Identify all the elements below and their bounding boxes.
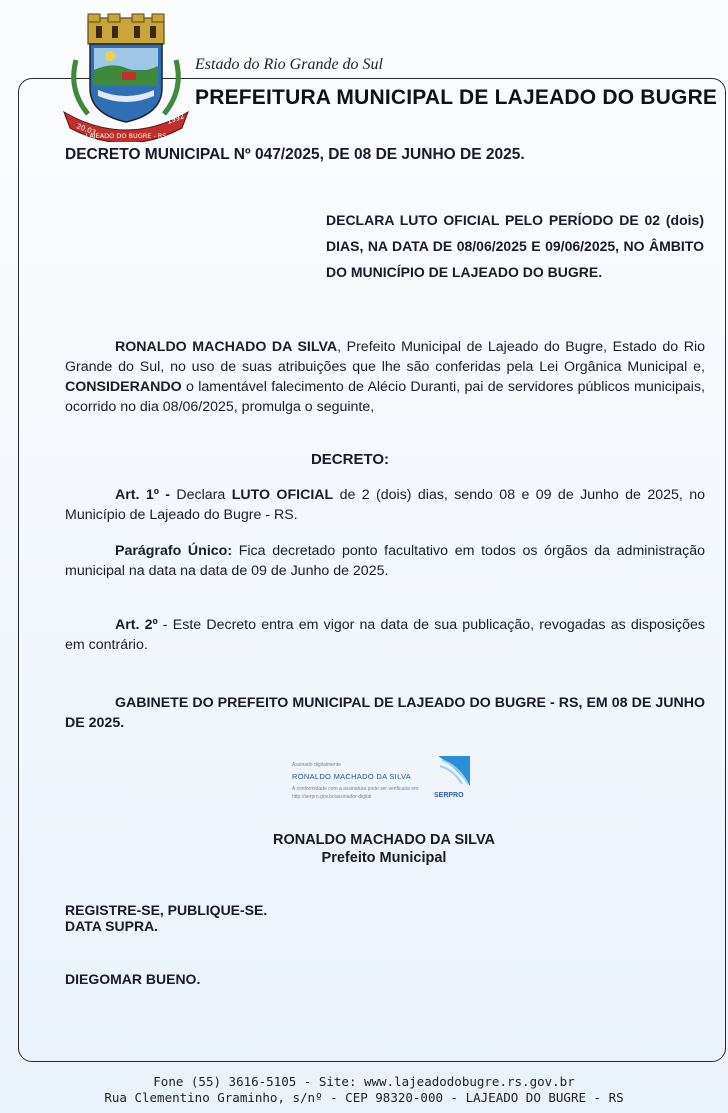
- sig-caption: Assinado digitalmente: [292, 762, 341, 768]
- municipal-coat-of-arms: [62, 10, 190, 142]
- decree-ementa: DECLARA LUTO OFICIAL PELO PERÍODO DE 02 (dois) DIAS, NA DATA DE 08/06/2025 E 09/06/2025, NO ÂMBITO DO MUNICÍPIO DE LAJEADO DO BUGRE.: [326, 212, 704, 280]
- prefeitura-title: PREFEITURA MUNICIPAL DE LAJEADO DO BUGRE: [195, 86, 718, 109]
- register-publish-line: REGISTRE-SE, PUBLIQUE-SE.: [65, 902, 268, 918]
- preamble-text-a: , Prefeito Municipal de Lajeado do Bugre, Estado do Rio Grande do Sul, no uso de suas atribuições que lhe são conferidas pela Lei Orgânica Municipal e,: [65, 339, 706, 375]
- article-2: [65, 615, 705, 655]
- ribbon-date: 20.03: [75, 122, 97, 137]
- paragrafo-label: Parágrafo Único:: [115, 543, 233, 559]
- laurel-right: [164, 60, 178, 114]
- ribbon-city: LAJEADO DO BUGRE - RS: [85, 132, 167, 140]
- crest-shield: [90, 44, 162, 122]
- footer-address: Rua Clementino Graminho, s/nº - CEP 98320-000 - LAJEADO DO BUGRE - RS: [104, 1090, 624, 1105]
- signer-role: Prefeito Municipal: [321, 850, 447, 866]
- art1-text-a: Declara: [170, 487, 232, 503]
- art2-label: Art. 2º: [115, 617, 158, 633]
- serpro-logo-icon: [438, 756, 470, 786]
- signer-name: RONALDO MACHADO DA SILVA: [272, 832, 496, 848]
- preamble-paragraph: [65, 337, 705, 417]
- footer-contact: Fone (55) 3616-5105 - Site: www.lajeadodobugre.rs.gov.br: [153, 1074, 575, 1089]
- decreto-heading: [0, 451, 700, 468]
- state-name: Estado do Rio Grande do Sul: [195, 56, 383, 73]
- laurel-left: [74, 60, 88, 114]
- paragrafo-text: Fica decretado ponto facultativo em todos os órgãos da administração municipal na data na data de 09 de Junho de 2025.: [65, 543, 705, 579]
- preamble-text-b: o lamentável falecimento de Alécio Duranti, pai de servidores públicos municipais, ocorrido no dia 08/06/2025, promulga o seguinte,: [65, 379, 705, 415]
- sig-verify-line2: http://serpro.gov.br/assinador-digital: [292, 794, 372, 800]
- sig-verify-line1: A conformidade com a assinatura pode ser verificada em:: [292, 786, 420, 792]
- art2-text: - Este Decreto entra em vigor na data de sua publicação, revogadas as disposições em contrário.: [65, 617, 705, 653]
- crest-crown: [88, 14, 164, 44]
- digital-signature-stamp: [284, 754, 474, 804]
- sig-signer-name: RONALDO MACHADO DA SILVA: [292, 772, 412, 781]
- gabinete-line: GABINETE DO PREFEITO MUNICIPAL DE LAJEADO DO BUGRE - RS, EM 08 DE JUNHO DE 2025.: [65, 695, 705, 731]
- mayor-name: RONALDO MACHADO DA SILVA: [115, 339, 338, 355]
- data-supra-line: DATA SUPRA.: [65, 918, 159, 934]
- paragrafo-unico: [65, 541, 705, 581]
- art1-label: Art. 1º -: [115, 487, 171, 503]
- decreto-heading-text: DECRETO:: [310, 451, 390, 468]
- considerando-keyword: CONSIDERANDO: [65, 379, 182, 395]
- art1-text-b: de 2 (dois) dias, sendo 08 e 09 de Junho de 2025, no Município de Lajeado do Bugre - RS.: [65, 487, 705, 523]
- article-1: [65, 485, 705, 525]
- luto-oficial: LUTO OFICIAL: [231, 487, 334, 503]
- decree-title: DECRETO MUNICIPAL Nº 047/2025, DE 08 DE JUNHO DE 2025.: [65, 146, 525, 163]
- ribbon-year: 1992: [165, 112, 186, 126]
- serpro-label: SERPRO: [434, 792, 464, 799]
- registration-signer: DIEGOMAR BUENO.: [65, 971, 201, 987]
